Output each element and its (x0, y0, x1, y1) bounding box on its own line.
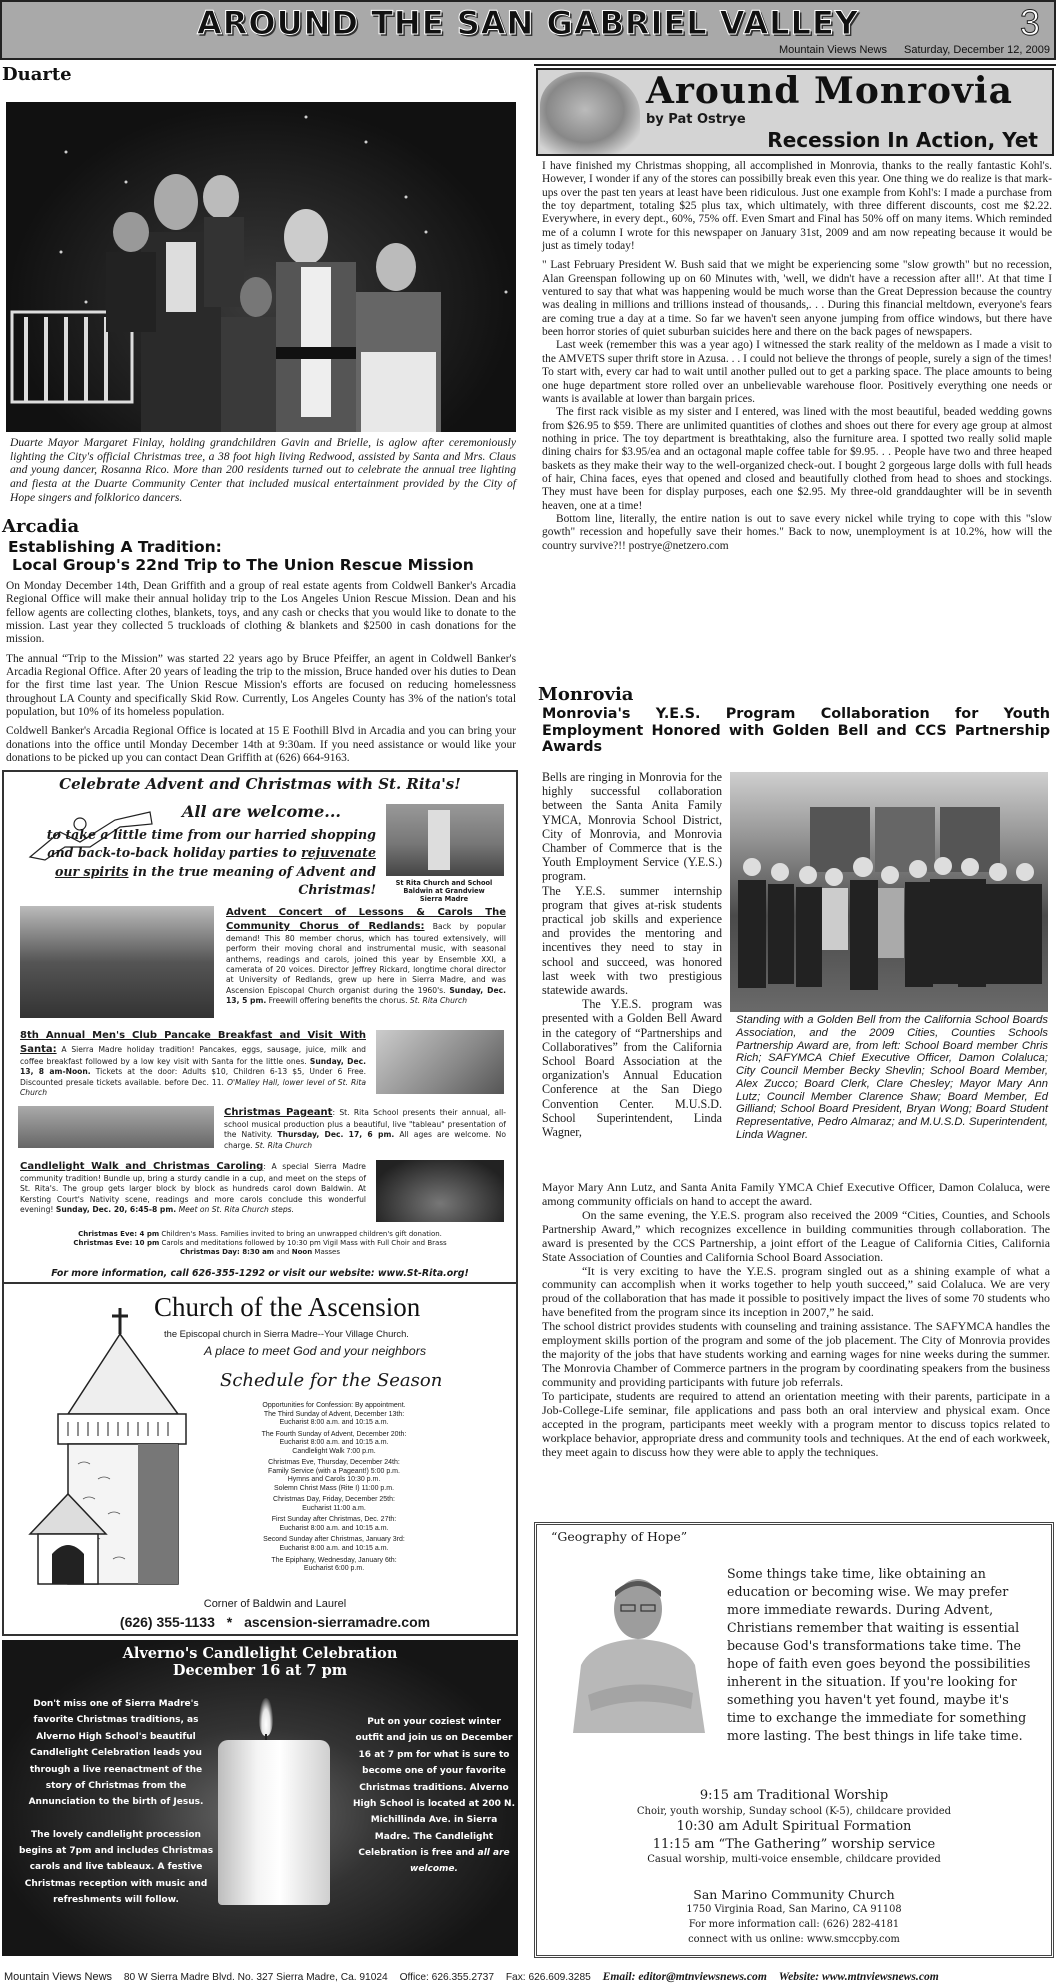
footer-address: 80 W Sierra Madre Blvd. No. 327 Sierra Madre, Ca. 91024 (123, 1972, 388, 1983)
event-candlelight-walk: Candlelight Walk and Christmas Caroling: A special Sierra Madre community tradition! Bundle up, bring a sturdy candle in a cup, and meet on the steps of St. Rita's. The group gets larger block by block as hundreds carol down Baldwin. At Kersting Court's Nativity scene, readings and more carols conclude this wonderful evening! Sunday, Dec. 20, 6:45-8 pm. Meet on St. Rita Church steps. (20, 1161, 366, 1215)
church-contact-info (537, 1887, 1051, 1947)
christmas-mass-schedule: Christmas Eve: 4 pm Children's Mass. Families invited to bring an unwrapped children's gift donation. Christmas Eve: 10 pm Carols and meditations followed by 10:30 pm Vigil Mass with Full Choir and Brass Christmas Day: 8:30 am and Noon Masses (73, 1230, 447, 1257)
arcadia-paragraph: Coldwell Banker's Arcadia Regional Office is located at 15 E Foothill Blvd in Arcadia and you can bring your donations into the office until Monday December 14th at 9:30am. If you need assistance or would like your donations to be picked up you can contact Dean Griffith at (626) 664-9163. (6, 725, 516, 765)
around-monrovia-banner (536, 68, 1054, 156)
hope-ad-title: “Geography of Hope” (551, 1529, 688, 1544)
people-photo-icon (6, 102, 516, 432)
issue-date: Saturday, December 12, 2009 (904, 44, 1050, 56)
event-pancake-breakfast: 8th Annual Men's Club Pancake Breakfast and Visit With Santa: A Sierra Madre holiday tradition! Pancakes, eggs, sausage, juice, milk and coffee breakfast followed by a low key visit with Santa for the little ones. Sunday, Dec. 13, 8 am-Noon. Tickets at the door: Adults $10, Children 6-13 $5, Under 6 Free. Discounted presale tickets available. before Dec. 11. O'Malley Hall, lower level of St. Rita Church (20, 1030, 366, 1097)
schedule-group: Christmas Day, Friday, December 25th: Eucharist 11:00 a.m. (273, 1496, 395, 1512)
ascension-subtitle: the Episcopal church in Sierra Madre--Your Village Church. (164, 1328, 409, 1339)
ascension-contact: (626) 355-1133 * ascension-sierramadre.com (119, 1614, 431, 1630)
alverno-left-text: Don't miss one of Sierra Madre's favorite Christmas traditions, as Alverno High School's beautiful Candlelight Celebration leads you through a live reenactment of the story of Christmas from the Annunciation to the birth of Jesus. The lovely candlelight procession begins at 7pm and includes Christmas carols and live tableaux. A festive Christmas reception with music and refreshments will follow. (18, 1699, 214, 1906)
column-title: Around Monrovia (646, 70, 1013, 112)
arcadia-paragraph: On Monday December 14th, Dean Griffith and a group of real estate agents from Coldwell Banker's Arcadia Regional Office will make their annual holiday trip to the Los Angeles Union Rescue Mission. Dean and his fellow agents are collecting clothes, blankets, toys, and any cash or checks that you would like to donate to the mission. Last year they collected 5 truckloads of clothing & blankets and $2500 in cash donations for the mission. (6, 580, 516, 646)
arcadia-paragraph: The annual “Trip to the Mission” was started 22 years ago by Bruce Pfeiffer, an agent in Coldwell Banker's Arcadia Regional Office. After 20 years of leading the trip to the mission, Bruce handed over his duties to Dean for the first time last year. The Union Rescue Mission's efforts are focused on reducing homelessness throughout LA County and specifically Skid Row. Currently, Los Angeles County has 3% of the nation's total population, but 10% of its homeless population. (6, 652, 516, 719)
event-advent-concert: Advent Concert of Lessons & Carols The Community Chorus of Redlands: Back by popular demand! This 80 member chorus, which has toured extensively, will perform their moving choral and instrumental music, with seasonal anthems, readings and carols, joined this year by Ensemble XXI, a camerata of 20 voices. Director Jeffrey Rickard, longtime choral director at University of Redlands, grew up here in Sierra Madre, and was Ascension Episcopal Church organist during the 1960's. Sunday, Dec. 13, 5 pm. Freewill offering benefits the chorus. St. Rita Church (226, 907, 506, 1006)
footer-website-link[interactable]: Website: www.mtnviewsnews.com (778, 1970, 939, 1983)
column-byline: by Pat Ostrye (646, 112, 746, 127)
pancake-photo (376, 1030, 504, 1094)
schedule-heading: Schedule for the Season (220, 1370, 443, 1391)
masthead-dateline (765, 44, 1050, 56)
church-website-link[interactable]: connect with us online: www.smccpby.com (688, 1933, 900, 1945)
event-christmas-pageant: Christmas Pageant: St. Rita School presents their annual, all-school musical production plus a beautiful, live "tableau" presentation of the Nativity. Thursday, Dec. 17, 6 pm. All ages are welcome. No charge. St. Rita Church (224, 1107, 506, 1150)
monrovia-headline: Monrovia's Y.E.S. Program Collaboration for Youth Employment Honored with Golden Bell and CCS Partnership Awards (542, 706, 1050, 756)
candlelight-walk-photo (376, 1160, 504, 1222)
monrovia-award-photo (730, 772, 1048, 1012)
chorus-photo (20, 906, 214, 1018)
paper-name: Mountain Views News (778, 44, 887, 56)
monrovia-photo-caption: Standing with a Golden Bell from the California School Boards Association, and the 2009 Cities, Counties Schools Partnership Award are, from left: School Board member Chris Rich; SAFYMCA Chief Executive Officer, Damon Colaluca; City Council Member Becky Shevlin; School Board Member, Alex Zucco; Board Clerk, Clare Chesley; Mayor Mary Ann Lutz; Council Member Clarence Shaw; Board Member, Ed Gilliand; School Board President, Bryan Wong; Board Student Representative, Pedro Almaraz; and M.U.S.D. Superintendent, Linda Wagner. (736, 1014, 1048, 1141)
schedule-group: The Fourth Sunday of Advent, December 20th: Eucharist 8:00 a.m. and 10:15 a.m. Candlelight Walk 7:00 p.m. (261, 1430, 407, 1455)
arcadia-headline-line2: Local Group's 22nd Trip to The Union Rescue Mission (12, 556, 474, 574)
alverno-title: Alverno's Candlelight Celebration December 16 at 7 pm (122, 1645, 398, 1679)
duarte-photo (6, 102, 516, 432)
geography-of-hope-advertisement (534, 1522, 1054, 1958)
masthead (0, 0, 1056, 60)
st-rita-contact-line: For more information, call 626-355-1292 or visit our website: www.St-Rita.org! (51, 1268, 469, 1279)
ascension-schedule-list (242, 1402, 426, 1577)
arcadia-article-body (6, 580, 516, 771)
section-label-duarte: Duarte (2, 64, 72, 85)
column-headline: Recession In Action, Yet (767, 128, 1038, 152)
section-label-monrovia: Monrovia (538, 684, 634, 705)
schedule-group: The Epiphany, Wednesday, January 6th: Eucharist 6:00 p.m. (271, 1556, 397, 1573)
columnist-portrait (540, 72, 640, 156)
candle-icon (218, 1740, 330, 1905)
st-rita-church-caption: St Rita Church and School Baldwin at Grandview Sierra Madre (395, 879, 493, 903)
group-photo-icon (730, 772, 1048, 1012)
monrovia-article-body: Mayor Mary Ann Lutz, and Santa Anita Family YMCA Chief Executive Officer, Damon Colaluca, were among community officials on hand to accept the award. On the same evening, the Y.E.S. program also received the 2009 “Cities, Counties, and Schools Partnership Award,” which recognizes excellence in building communities through collaboration. The award is presented by the CCS Partnership, a joint effort of the League of California Cities, California State Association of Counties and California School Board Association. “It is very exciting to have the Y.E.S. program singled out as a shining example of what a community can accomplish when it works together to help youth succeed,” said Colaluca. We are very proud of the collaboration that has made it possible to positively impact the lives of some 70 students who have benefited from the program since its inception in 2007,” he said. The school district provides students with counseling and training assistance. The SAFYMCA handles the employment skills portion of the program and some of the job placement. The City of Monrovia provides the majority of the jobs that have students working and earning wages for nine weeks during the summer. The Monrovia Chamber of Commerce partners in the program by coordinating speakers from the business community and providing participants with future job referrals. To participate, students are required to attend an orientation meeting with their parents, participate in a Job-College-Life seminar, file applications and pass both an oral interview and physical exam. Once accepted in the program, participants meet weekly with a program mentor to discuss topics related to workplace behavior, appropriate dress and community tools and techniques. At the end of each workweek, they meet again to discuss how they were able to apply the techniques. (542, 1180, 1050, 1459)
church-phone: For more information call: (626) 282-4181 (688, 1918, 900, 1930)
church-tower-illustration-icon (28, 1304, 198, 1594)
worship-schedule: 9:15 am Traditional Worship Choir, youth worship, Sunday school (K-5), childcare provided 10:30 am Adult Spiritual Formation 11:15 am “The Gathering” worship service Casual worship, multi-voice ensemble, childcare provided (636, 1788, 952, 1866)
footer-fax: Fax: 626.609.3285 (505, 1972, 591, 1983)
st-rita-intro: to take a little time from our harried shopping and back-to-back holiday parties to rejuvenate our spirits in the true meaning of Advent and Christmas! (46, 827, 376, 897)
monrovia-column-text: Bells are ringing in Monrovia for the highly successful collaboration between the Santa Anita Family YMCA, Monrovia School District, City of Monrovia, and Monrovia Chamber of Commerce that is the Youth Employment Service (Y.E.S.) program. The Y.E.S. summer internship program that gives at-risk students practical job skills and experience and provides the mentoring and incentives they need to stay in school and succeed, was honored last week with two prestigious statewide awards. The Y.E.S. program was presented with a Golden Bell Award in the category of “Partnerships and Collaboratives” from the California School Board Association at the organization's Annual Education Conference at the San Diego Convention Center. M.U.S.D. School Superintendent, Linda Wagner, (542, 770, 722, 1140)
column-rule (534, 64, 1056, 66)
around-monrovia-body: I have finished my Christmas shopping, all accomplished in Monrovia, thanks to the really fantastic Kohl's. However, I wonder if any of the stores can possibilly break even this year. One thing we do realize is that mark-ups over the past ten years at least have been ridiculous. Just one example from Kohl's: I made a purchase from the toy department, totaling $25 plus tax, which ultimately, with three different discounts, cost me $2.22. Everywhere, in every dept., 60%, 75% off. Even Smart and Final has 50% off on many items. Which reminded me of a column I wrote for this newspaper on January 31st, 2009 and am now repeating because it would be just as timely today! " Last February President W. Bush said that we might be experiencing some "slow growth" but no recession, Alan Greenspan following up on 60 Minutes with, 'well, we didn't have a recession after all!'. At that time I ventured to say that what was happening would be much worse than the Great Depression because the country was dealing in millions and trillions instead of thousands,. . . During this financial meltdown, everyone's fears are coming true a day at a time. So far we haven't seen anyone jumping from office windows, but there have been horror stories of quiet suburban suicides here and there on the back pages of newspapers. Last week (remember this was a year ago) I witnessed the stark reality of the meldown as I made a visit to the AMVETS super thrift store in Azusa. . . I could not believe the throngs of people, surely a sign of the times! To start with, every car had to wait until another pulled out to get a parking space. The place amounts to being one huge department store rolled over an unbelievable warehouse floor. Positively everything one needs or wants is available at lower than bargain prices. The first rack visible as my sister and I entered, was lined with the most beautiful, beaded wedding gowns from $26.95 to $59. There are unlimited quantities of clothes and shoes out there for every age group at almost nothing in price. The toy department is breathtaking, also the furniture area. I spotted two really solid maple dining chairs for $3.95/ea and an octagonal maple coffee table for $9.95. . . People have two and three heaped baskets as they make their way to the well-organized check-out. I bought 2 gorgeous large dolls with full heads of hair, China faces, eyes that opened and closed and beautifully clothed from head to shoes and stockings. They must have been for display purposes, each one $2.95. My three-old granddaughter will be in seventh heaven, one at a time! Bottom line, literally, the entire nation is out to save every nickel while trying to cope with this "slow gowth" recession and hopefully save their homes." Back to now, unemployment is at 10.2%, how will the country survive?!! postrye@netzero.com (542, 160, 1052, 552)
ascension-website-link[interactable]: ascension-sierramadre.com (244, 1614, 431, 1630)
alverno-advertisement (2, 1640, 518, 1956)
ascension-phone: (626) 355-1133 (119, 1614, 215, 1630)
ascension-title: Church of the Ascension (154, 1292, 421, 1322)
st-rita-advertisement (2, 770, 518, 1286)
ascension-advertisement (2, 1282, 518, 1636)
footer-office-phone: Office: 626.355.2737 (399, 1972, 494, 1983)
candle-flame-icon (259, 1698, 273, 1736)
arcadia-headline-line1: Establishing A Tradition: (8, 538, 222, 556)
schedule-group: Christmas Eve, Thursday, December 24th: Family Service (with a Pageant!) 5:00 p.m. Hymns and Carols 10:30 p.m. Solemn Christ Mass (Rite I) 11:00 p.m. (268, 1459, 400, 1492)
duarte-photo-caption: Duarte Mayor Margaret Finlay, holding grandchildren Gavin and Brielle, is aglow after ceremoniously lighting the City's official Christmas tree, a 38 foot high living Redwood, assisted by Santa and Mrs. Claus and young dancer, Rosanna Rico. More than 200 residents turned out to celebrate the annual tree lighting and fiesta at the Duarte Community Center that included musical entertainment provided by the City of Hope singers and folklorico dancers. (10, 436, 516, 504)
st-rita-ad-title: Celebrate Advent and Christmas with St. Rita's! (59, 775, 461, 793)
footer-paper-name: Mountain Views News (4, 1971, 113, 1983)
alverno-right-text: Put on your coziest winter outfit and join us on December 16 at 7 pm for what is sure to become one of your favorite Christmas traditions. Alverno High School is located at 200 N. Michillinda Ave. in Sierra Madre. The Candlelight Celebration is free and all are welcome. (352, 1717, 516, 1875)
pageant-photo (18, 1106, 214, 1148)
st-rita-church-photo (386, 804, 504, 876)
page-footer (0, 1964, 1056, 1988)
page-section-title: AROUND THE SAN GABRIEL VALLEY (197, 4, 859, 42)
schedule-group: Opportunities for Confession: By appointment. The Third Sunday of Advent, December 13th: Eucharist 8:00 a.m. and 10:15 a.m. (262, 1402, 406, 1427)
ascension-tagline: A place to meet God and your neighbors (204, 1344, 427, 1358)
hope-ad-message: Some things take time, like obtaining an education or becoming wise. We may prefer more immediate rewards. During Advent, Christians remember that waiting is essential because God's transformations take time. The hope of faith even goes beyond the possibilities inherent in the situation. If you're looking for something you haven't yet found, maybe it's time to exchange the immediate for something more lasting. The best things in life take time. (727, 1566, 1031, 1743)
ascension-location: Corner of Baldwin and Laurel (203, 1598, 347, 1610)
page-number: 3 (1019, 2, 1040, 43)
schedule-group: Second Sunday after Christmas, January 3rd: Eucharist 8:00 a.m. and 10:15 a.m. (263, 1536, 405, 1552)
church-name: San Marino Community Church (693, 1887, 895, 1902)
footer-email-link[interactable]: Email: editor@mtnviewsnews.com (602, 1970, 767, 1983)
section-label-arcadia: Arcadia (2, 516, 80, 537)
church-address: 1750 Virginia Road, San Marino, CA 91108 (686, 1904, 902, 1916)
all-are-welcome-text: All are welcome... (182, 802, 341, 821)
schedule-group: First Sunday after Christmas, Dec. 27th: Eucharist 8:00 a.m. and 10:15 a.m. (271, 1516, 397, 1532)
